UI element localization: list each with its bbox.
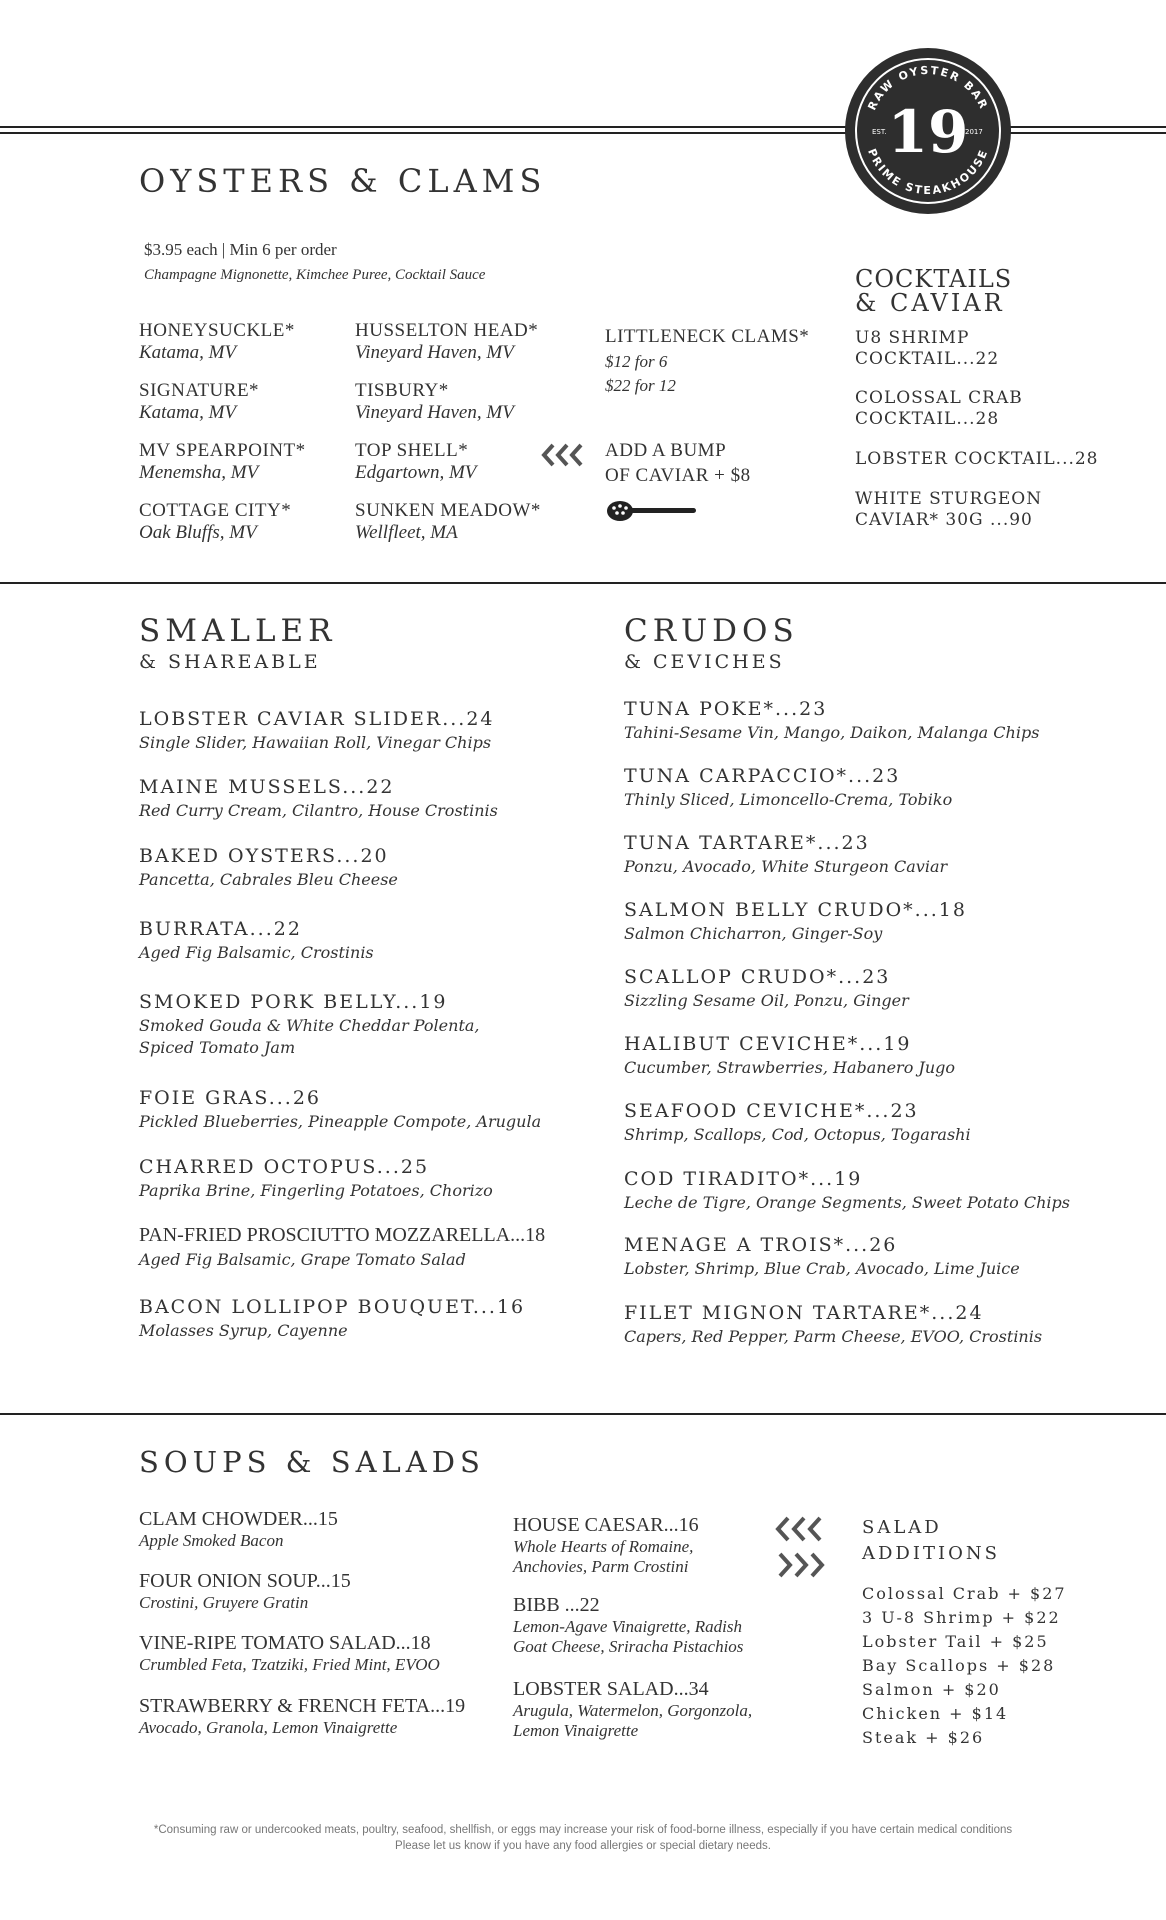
oyster-location: Katama, MV xyxy=(139,402,237,423)
section-divider xyxy=(0,582,1166,584)
menu-item-desc: Spiced Tomato Jam xyxy=(139,1038,296,1057)
menu-item-name: MAINE MUSSELS...22 xyxy=(139,776,395,798)
menu-item xyxy=(624,1168,1070,1212)
menu-item-desc: Pickled Blueberries, Pineapple Compote, Arugula xyxy=(139,1112,542,1131)
oysters-price-line: $3.95 each | Min 6 per order xyxy=(144,240,337,259)
oyster-item xyxy=(355,500,541,544)
oyster-location: Wellfleet, MA xyxy=(355,522,458,543)
cocktail-line1: WHITE STURGEON xyxy=(855,489,1043,509)
salad-addition: Bay Scallops + $28 xyxy=(862,1656,1056,1675)
crudos-title: CRUDOS xyxy=(624,613,799,649)
oyster-location: Menemsha, MV xyxy=(139,462,259,483)
menu-item xyxy=(139,845,398,889)
salad-additions-title-line1: SALAD xyxy=(862,1517,942,1538)
menu-item-desc: Lobster, Shrimp, Blue Crab, Avocado, Lime Juice xyxy=(624,1259,1020,1278)
menu-item-desc: Single Slider, Hawaiian Roll, Vinegar Chips xyxy=(139,733,492,752)
salad-addition: Salmon + $20 xyxy=(862,1680,1001,1699)
menu-item xyxy=(513,1678,752,1741)
menu-item xyxy=(624,1234,1020,1278)
menu-item-name: VINE-RIPE TOMATO SALAD...18 xyxy=(139,1632,431,1654)
footer-line2: Please let us know if you have any food allergies or special dietary needs. xyxy=(395,1840,771,1852)
cocktails-title-line1: COCKTAILS xyxy=(855,265,1013,293)
cocktail-item xyxy=(855,449,1099,470)
salad-additions-title-line2: ADDITIONS xyxy=(862,1543,1000,1564)
menu-item-name: BURRATA...22 xyxy=(139,918,302,940)
oyster-item xyxy=(139,380,259,424)
logo-year: 2017 xyxy=(965,128,983,136)
section-divider xyxy=(0,1413,1166,1415)
oyster-item xyxy=(139,500,291,544)
oyster-item xyxy=(355,320,538,364)
cocktails-title-line2: & CAVIAR xyxy=(855,289,1005,317)
menu-item xyxy=(513,1514,699,1577)
menu-item-desc: Leche de Tigre, Orange Segments, Sweet Potato Chips xyxy=(624,1193,1070,1212)
menu-item xyxy=(139,708,495,752)
oyster-item xyxy=(139,320,295,364)
menu-item xyxy=(624,765,952,809)
cocktail-line1: COLOSSAL CRAB xyxy=(855,388,1023,408)
menu-item-name: HALIBUT CEVICHE*...19 xyxy=(624,1033,912,1055)
menu-item-desc: Sizzling Sesame Oil, Ponzu, Ginger xyxy=(624,991,909,1010)
caviar-spoon-icon xyxy=(606,498,698,528)
menu-item-name: COD TIRADITO*...19 xyxy=(624,1168,863,1190)
menu-item-desc: Capers, Red Pepper, Parm Cheese, EVOO, Crostinis xyxy=(624,1327,1043,1346)
oysters-sauces: Champagne Mignonette, Kimchee Puree, Cocktail Sauce xyxy=(144,267,486,283)
menu-item-name: BIBB ...22 xyxy=(513,1594,600,1616)
menu-item xyxy=(139,1156,493,1200)
cocktail-line2: CAVIAR* 30G ...90 xyxy=(855,510,1033,530)
clams-price-6: $12 for 6 xyxy=(605,352,668,371)
menu-item-name: STRAWBERRY & FRENCH FETA...19 xyxy=(139,1695,466,1717)
menu-item-desc: Cucumber, Strawberries, Habanero Jugo xyxy=(624,1058,956,1077)
cocktail-line2: COCKTAIL...28 xyxy=(855,409,1000,429)
menu-item-name: CHARRED OCTOPUS...25 xyxy=(139,1156,430,1178)
oyster-name: HUSSELTON HEAD* xyxy=(355,320,539,341)
menu-item-name: MENAGE A TROIS*...26 xyxy=(624,1234,898,1256)
menu-item xyxy=(624,899,967,943)
menu-item-desc: Aged Fig Balsamic, Grape Tomato Salad xyxy=(139,1250,466,1269)
oyster-item xyxy=(355,440,476,484)
menu-item xyxy=(139,1296,525,1340)
oyster-location: Vineyard Haven, MV xyxy=(355,342,514,363)
menu-item-desc: Paprika Brine, Fingerling Potatoes, Chorizo xyxy=(139,1181,493,1200)
menu-item-name: SMOKED PORK BELLY...19 xyxy=(139,991,448,1013)
menu-item-desc: Red Curry Cream, Cilantro, House Crostinis xyxy=(139,801,498,820)
menu-item-name: LOBSTER SALAD...34 xyxy=(513,1678,709,1700)
cocktail-item xyxy=(855,328,999,370)
cocktail-line1: LOBSTER COCKTAIL...28 xyxy=(855,449,1099,469)
menu-item xyxy=(139,918,374,962)
oyster-item xyxy=(355,380,514,424)
oyster-name: SUNKEN MEADOW* xyxy=(355,500,541,521)
menu-item-desc: Pancetta, Cabrales Bleu Cheese xyxy=(139,870,398,889)
clams-price-12: $22 for 12 xyxy=(605,376,676,395)
chevron-right-icon xyxy=(774,1552,830,1582)
oyster-location: Edgartown, MV xyxy=(355,462,477,483)
menu-item xyxy=(624,1033,955,1077)
logo-ring-top: RAW OYSTER BAR xyxy=(865,63,991,113)
logo-est: EST. xyxy=(872,128,887,136)
menu-item xyxy=(624,1302,1042,1346)
menu-item-desc: Shrimp, Scallops, Cod, Octopus, Togarashi xyxy=(624,1125,971,1144)
menu-item xyxy=(513,1594,743,1657)
clams-item xyxy=(605,326,809,396)
cocktail-item xyxy=(855,388,1023,430)
oyster-item xyxy=(139,440,306,484)
menu-item xyxy=(624,832,947,876)
oyster-location: Oak Bluffs, MV xyxy=(139,522,257,543)
caviar-bump xyxy=(605,440,751,487)
menu-item-desc: Ponzu, Avocado, White Sturgeon Caviar xyxy=(624,857,948,876)
menu-item xyxy=(139,1087,541,1131)
salad-addition: Colossal Crab + $27 xyxy=(862,1584,1067,1603)
smaller-title: SMALLER xyxy=(139,613,337,649)
oyster-name: TISBURY* xyxy=(355,380,449,401)
crudos-subtitle: & CEVICHES xyxy=(624,651,785,673)
menu-item-desc: Thinly Sliced, Limoncello-Crema, Tobiko xyxy=(624,790,953,809)
menu-item-desc: Aged Fig Balsamic, Crostinis xyxy=(139,943,374,962)
menu-item-name: TUNA TARTARE*...23 xyxy=(624,832,870,854)
chevron-left-icon xyxy=(541,443,589,471)
menu-item-desc: Apple Smoked Bacon xyxy=(139,1531,284,1550)
menu-item-name: BACON LOLLIPOP BOUQUET...16 xyxy=(139,1296,526,1318)
menu-item-desc: Crostini, Gruyere Gratin xyxy=(139,1593,309,1612)
chevron-left-icon xyxy=(774,1516,830,1546)
menu-item xyxy=(139,1508,338,1551)
menu-item-name: BAKED OYSTERS...20 xyxy=(139,845,389,867)
menu-item-name: SEAFOOD CEVICHE*...23 xyxy=(624,1100,919,1122)
menu-item-name: PAN-FRIED PROSCIUTTO MOZZARELLA...18 xyxy=(139,1224,546,1246)
menu-item-name: CLAM CHOWDER...15 xyxy=(139,1508,338,1530)
caviar-bump-line1: ADD A BUMP xyxy=(605,440,727,461)
menu-item xyxy=(139,1224,545,1269)
menu-item xyxy=(624,1100,971,1144)
menu-item-desc: Avocado, Granola, Lemon Vinaigrette xyxy=(139,1718,398,1737)
logo-number: 19 xyxy=(887,98,969,166)
cocktail-line1: U8 SHRIMP xyxy=(855,328,970,348)
menu-item xyxy=(139,1695,465,1738)
menu-item-name: FOUR ONION SOUP...15 xyxy=(139,1570,351,1592)
menu-item-name: SCALLOP CRUDO*...23 xyxy=(624,966,891,988)
menu-item-name: FOIE GRAS...26 xyxy=(139,1087,322,1109)
salad-addition: 3 U-8 Shrimp + $22 xyxy=(862,1608,1061,1627)
oyster-location: Katama, MV xyxy=(139,342,237,363)
clams-name: LITTLENECK CLAMS* xyxy=(605,326,810,347)
menu-item-desc: Arugula, Watermelon, Gorgonzola, xyxy=(513,1701,753,1720)
oyster-location: Vineyard Haven, MV xyxy=(355,402,514,423)
menu-item-desc: Goat Cheese, Sriracha Pistachios xyxy=(513,1637,744,1656)
restaurant-logo xyxy=(843,46,1013,216)
oyster-name: TOP SHELL* xyxy=(355,440,469,461)
menu-item-name: LOBSTER CAVIAR SLIDER...24 xyxy=(139,708,495,730)
oysters-title: OYSTERS & CLAMS xyxy=(139,162,547,200)
menu-item-desc: Crumbled Feta, Tzatziki, Fried Mint, EVOO xyxy=(139,1655,440,1674)
menu-item-desc: Whole Hearts of Romaine, xyxy=(513,1537,694,1556)
salad-addition: Chicken + $14 xyxy=(862,1704,1009,1723)
menu-item xyxy=(624,698,1039,742)
menu-item-name: FILET MIGNON TARTARE*...24 xyxy=(624,1302,984,1324)
menu-item-desc: Molasses Syrup, Cayenne xyxy=(139,1321,348,1340)
menu-item xyxy=(139,1632,440,1675)
footer-line1: *Consuming raw or undercooked meats, poultry, seafood, shellfish, or eggs may increase your risk of food-borne illness, especially if you have certain medical conditions xyxy=(153,1824,1013,1836)
logo-ring-bottom: PRIME STEAKHOUSE xyxy=(865,146,991,198)
menu-item-name: TUNA POKE*...23 xyxy=(624,698,828,720)
salad-addition: Lobster Tail + $25 xyxy=(862,1632,1049,1651)
menu-item-desc: Anchovies, Parm Crostini xyxy=(513,1557,689,1576)
caviar-bump-line2: OF CAVIAR + $8 xyxy=(605,465,751,486)
soups-title: SOUPS & SALADS xyxy=(139,1445,485,1479)
oyster-name: SIGNATURE* xyxy=(139,380,260,401)
oyster-name: HONEYSUCKLE* xyxy=(139,320,295,341)
oyster-name: MV SPEARPOINT* xyxy=(139,440,306,461)
menu-item-desc: Salmon Chicharron, Ginger-Soy xyxy=(624,924,883,943)
salad-additions-list xyxy=(862,1582,1067,1750)
smaller-subtitle: & SHAREABLE xyxy=(139,651,321,673)
cocktail-item xyxy=(855,489,1042,531)
menu-item-desc: Lemon Vinaigrette xyxy=(513,1721,639,1740)
oyster-name: COTTAGE CITY* xyxy=(139,500,292,521)
cocktail-line2: COCKTAIL...22 xyxy=(855,349,1000,369)
menu-item xyxy=(139,1570,351,1613)
salad-addition: Steak + $26 xyxy=(862,1728,985,1747)
menu-item xyxy=(139,991,480,1057)
menu-item xyxy=(139,776,498,820)
menu-item-name: SALMON BELLY CRUDO*...18 xyxy=(624,899,967,921)
menu-item-desc: Smoked Gouda & White Cheddar Polenta, xyxy=(139,1016,480,1035)
menu-item-name: TUNA CARPACCIO*...23 xyxy=(624,765,901,787)
footer-disclaimer xyxy=(0,1822,1166,1854)
menu-item-desc: Tahini-Sesame Vin, Mango, Daikon, Malanga Chips xyxy=(624,723,1040,742)
menu-item-desc: Lemon-Agave Vinaigrette, Radish xyxy=(513,1617,742,1636)
menu-item-name: HOUSE CAESAR...16 xyxy=(513,1514,699,1536)
menu-item xyxy=(624,966,909,1010)
